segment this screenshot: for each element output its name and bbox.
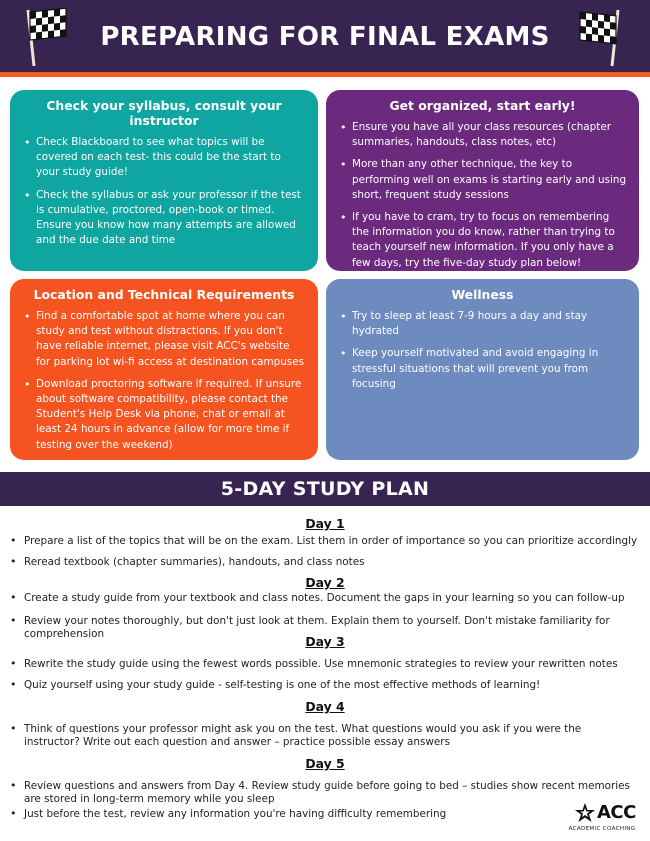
plan-item: • Quiz yourself using your study guide - self-testing is one of the most effective methods of learning! (10, 679, 644, 692)
day-2-title: Day 2 (305, 575, 345, 590)
acc-logo (560, 801, 644, 835)
location-card (10, 279, 318, 460)
plan-item: • Review questions and answers from Day 4. Review study guide before going to bed – studies show recent memories are stored in long-term memory while you sleep (10, 780, 635, 805)
study-plan-title: 5-DAY STUDY PLAN (220, 478, 430, 500)
day-3-title: Day 3 (305, 634, 345, 649)
day-4-title: Day 4 (305, 699, 345, 714)
list-item: • Check the syllabus or ask your professor if the test is cumulative, proctored, open-book or timed. Ensure you know how many attempts are allowed and the due date and time (22, 188, 306, 249)
page-header (0, 0, 650, 77)
syllabus-list (22, 135, 306, 248)
star-runner-icon (574, 802, 596, 824)
page-title: PREPARING FOR FINAL EXAMS (100, 22, 550, 52)
list-item: • Find a comfortable spot at home where you can study and test without distractions. If you don't have reliable internet, please visit ACC's website for parking lot wi-fi access at destination campuses (22, 309, 306, 370)
logo-subtitle: ACADEMIC COACHING (568, 826, 636, 832)
list-item: • If you have to cram, try to focus on remembering the information you do know, rather than trying to teach yourself new information. If you only have a few days, try the five-day study plan below! (338, 210, 627, 271)
list-item: • More than any other technique, the key to performing well on exams is starting early and using short, frequent study sessions (338, 157, 627, 203)
checkered-flag-icon (572, 6, 626, 68)
plan-item: • Reread textbook (chapter summaries), handouts, and class notes (10, 556, 644, 569)
plan-item: • Think of questions your professor might ask you on the test. What questions would you ask if you were the instructor? Write out each question and answer – practice possible essay answers (10, 723, 625, 748)
organized-card (326, 90, 639, 271)
syllabus-card (10, 90, 318, 271)
list-item: • Ensure you have all your class resources (chapter summaries, handouts, class notes, etc) (338, 120, 627, 150)
day-5-title: Day 5 (305, 756, 345, 771)
day-1-title: Day 1 (305, 516, 345, 531)
list-item: • Check Blackboard to see what topics will be covered on each test- this could be the start to your study guide! (22, 135, 306, 181)
list-item: • Try to sleep at least 7-9 hours a day and stay hydrated (338, 309, 627, 339)
wellness-card (326, 279, 639, 460)
plan-item: • Just before the test, review any information you're having difficulty remembering (10, 808, 550, 821)
organized-list (338, 120, 627, 271)
wellness-card-title: Wellness (451, 287, 514, 302)
location-card-title: Location and Technical Requirements (33, 287, 295, 302)
logo-name: ACC (597, 802, 636, 823)
syllabus-card-title: Check your syllabus, consult your instructor (46, 98, 282, 128)
list-item: • Keep yourself motivated and avoid engaging in stressful situations that will prevent you from focusing (338, 346, 627, 392)
list-item: • Download proctoring software if required. If unsure about software compatibility, please contact the Student's Help Desk via phone, chat or email at least 24 hours in advance (allow for more time if testing over the weekend) (22, 377, 306, 453)
plan-item: • Prepare a list of the topics that will be on the exam. List them in order of importance so you can prioritize accordingly (10, 535, 644, 548)
wellness-list (338, 309, 627, 392)
study-plan-banner (0, 472, 650, 506)
plan-item: • Rewrite the study guide using the fewest words possible. Use mnemonic strategies to review your rewritten notes (10, 658, 644, 671)
location-list (22, 309, 306, 453)
plan-item: • Review your notes thoroughly, but don't just look at them. Explain them to yourself. Don't mistake familiarity for comprehension (10, 615, 610, 640)
organized-card-title: Get organized, start early! (389, 98, 576, 113)
plan-item: • Create a study guide from your textbook and class notes. Document the gaps in your learning so you can follow-up (10, 592, 644, 605)
